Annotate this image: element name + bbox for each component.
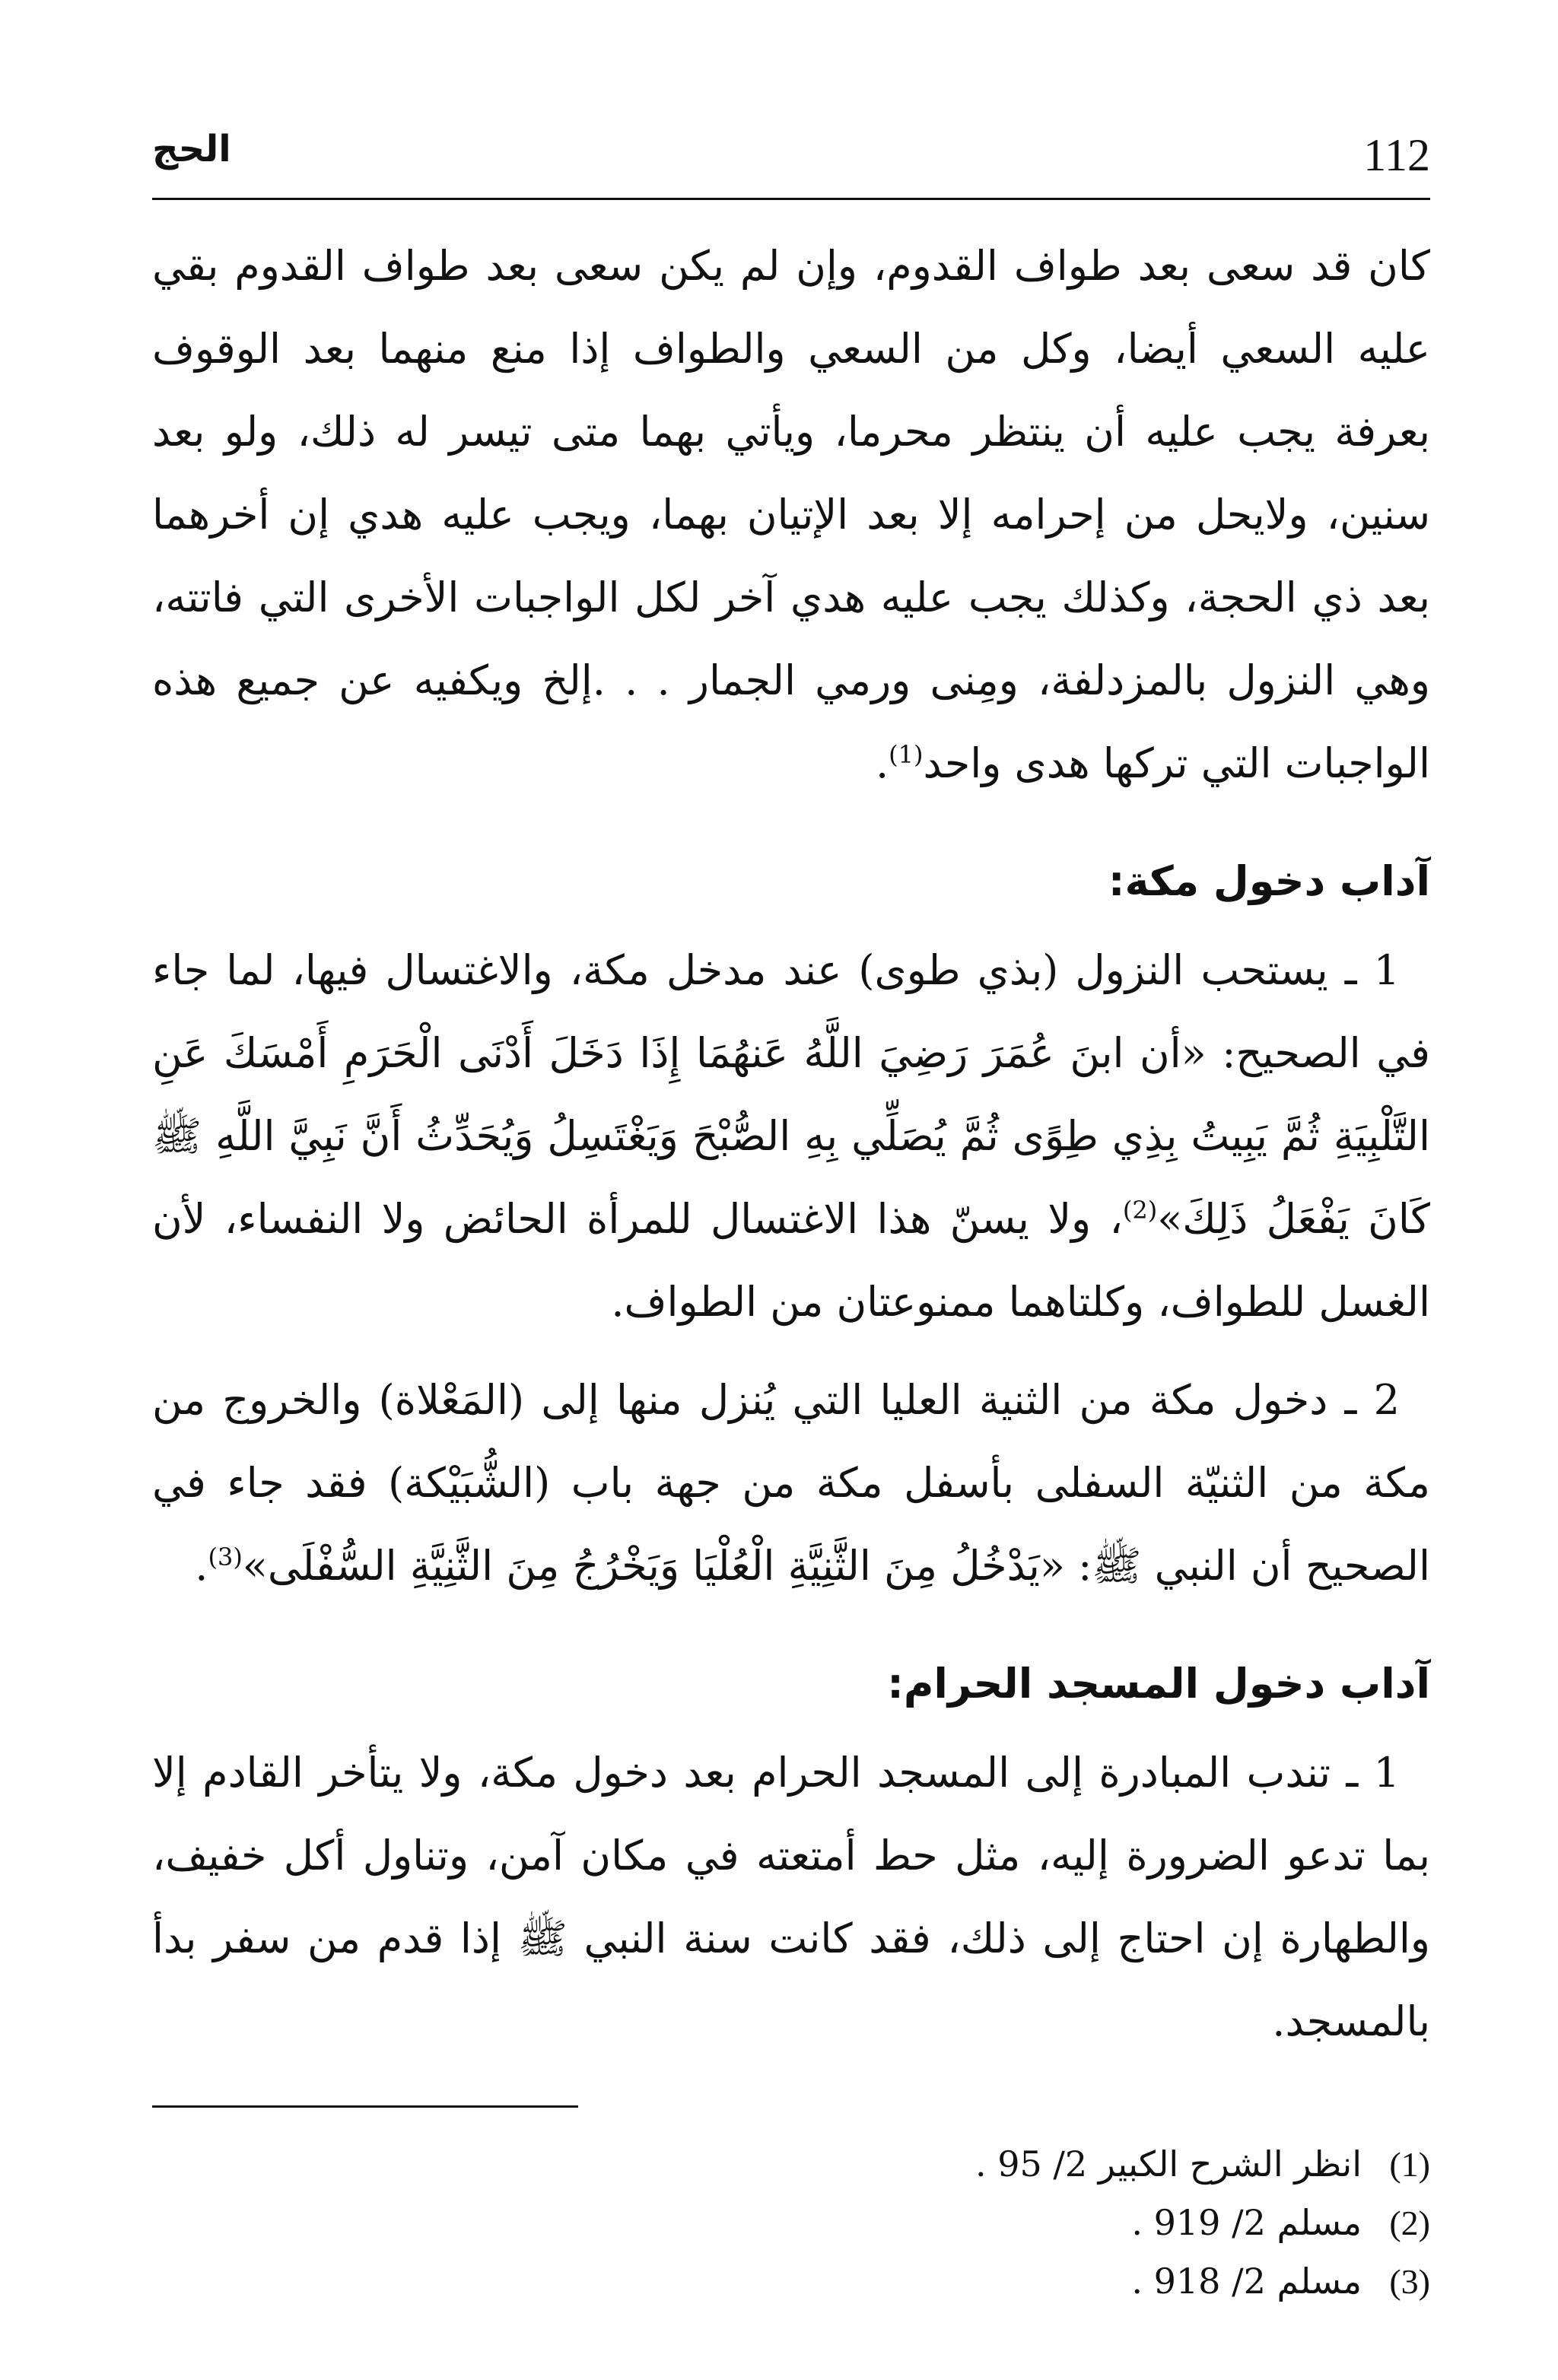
page-number: 112 — [1363, 130, 1430, 180]
footnote-2 — [152, 2194, 1430, 2252]
footnote-number: (1) — [1389, 2145, 1430, 2184]
footnote-text: مسلم 2/ 919 . — [1131, 2202, 1362, 2243]
intro-paragraph — [152, 224, 1430, 805]
makkah-item-1-text: 1 ـ يستحب النزول (بذي طوى) عند مدخل مكة، والاغتسال فيها، لما جاء في الصحيح: «أن ابنَ عُمَرَ رَضِيَ اللَّهُ عَنهُمَا إِذَا دَخَلَ أَدْنَى الْحَرَمِ أَمْسَكَ عَنِ التَّلْبِيَةِ ثُمَّ يَبِيتُ بِذِي طِوًى ثُمَّ يُصَلِّي بِهِ الصُّبْحَ وَيَغْتَسِلُ وَيُحَدِّثُ أَنَّ نَبِيَّ اللَّهِ ﷺ كَانَ يَفْعَلُ ذَلِكَ» — [152, 946, 1431, 1243]
book-page — [152, 114, 1430, 2320]
intro-end: . — [875, 739, 889, 787]
running-title: الحج — [152, 128, 231, 170]
footnote-3 — [152, 2252, 1430, 2311]
footnote-ref-2[interactable]: (2) — [1122, 1196, 1158, 1225]
footnote-text: مسلم 2/ 918 . — [1131, 2261, 1362, 2302]
makkah-item-2-text: 2 ـ دخول مكة من الثنية العليا التي يُنزل منها إلى (المَعْلاة) والخروج من مكة من الثنيّة السفلى بأسفل مكة من جهة باب (الشُّبَيْكة) فقد جاء في الصحيح أن النبي ﷺ: «يَدْخُلُ مِنَ الثَّنِيَّةِ الْعُلْيَا وَيَخْرُجُ مِنَ الثَّنِيَّةِ السُّفْلَى» — [152, 1376, 1430, 1590]
footnote-divider-wrap — [152, 2063, 1430, 2108]
page-header — [152, 114, 1430, 200]
footnote-1 — [152, 2135, 1430, 2194]
footnote-number: (3) — [1389, 2262, 1430, 2301]
footnotes — [152, 2135, 1430, 2311]
makkah-item-1-text-cont: ، ولا يسنّ هذا الاغتسال للمرأة الحائض ولا النفساء، لأن الغسل للطواف، وكلتاهما ممنوعتان من الطواف. — [152, 1195, 1430, 1326]
footnote-ref-3[interactable]: (3) — [208, 1543, 243, 1571]
makkah-item-2-end: . — [195, 1542, 208, 1590]
section-heading-makkah: آداب دخول مكة: — [1108, 857, 1430, 905]
makkah-item-2 — [152, 1358, 1430, 1607]
section-heading-masjid: آداب دخول المسجد الحرام: — [887, 1660, 1430, 1708]
intro-text: كان قد سعى بعد طواف القدوم، وإن لم يكن سعى بعد طواف القدوم بقي عليه السعي أيضا، وكل من السعي والطواف إذا منع منهما بعد الوقوف بعرفة يجب عليه أن ينتظر محرما، ويأتي بهما متى تيسر له ذلك، ولو بعد سنين، ولايحل من إحرامه إلا بعد الإتيان بهما، ويجب عليه هدي إن أخرهما بعد ذي الحجة، وكذلك يجب عليه هدي آخر لكل الواجبات الأخرى التي فاتته، وهي النزول بالمزدلفة، ومِنى ورمي الجمار . . .إلخ ويكفيه عن جميع هذه الواجبات التي تركها هدى واحد — [152, 242, 1430, 787]
footnote-divider — [152, 2105, 578, 2108]
footnote-number: (2) — [1389, 2204, 1430, 2242]
makkah-item-1 — [152, 929, 1430, 1343]
footnote-text: انظر الشرح الكبير 2/ 95 . — [975, 2143, 1362, 2185]
masjid-item-1: 1 ـ تندب المبادرة إلى المسجد الحرام بعد دخول مكة، ولا يتأخر القادم إلا بما تدعو الضرورة إليه، مثل حط أمتعته في مكان آمن، وتناول أكل خفيف، والطهارة إن احتاج إلى ذلك، فقد كانت سنة النبي ﷺ إذا قدم من سفر بدأ بالمسجد. — [152, 1749, 1430, 2045]
footnote-ref-1[interactable]: (1) — [889, 740, 924, 769]
